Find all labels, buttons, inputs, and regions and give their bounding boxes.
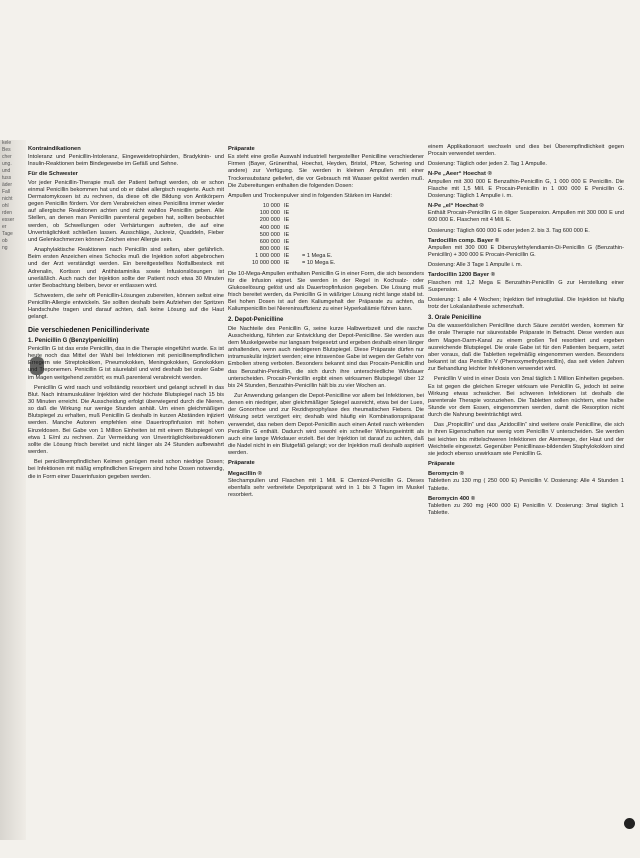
dose-row (242, 246, 424, 253)
adjacent-page-edge (0, 140, 26, 840)
dose-unit: IE (284, 210, 290, 217)
dose-note (298, 232, 302, 239)
column-left (28, 144, 224, 484)
dose-row (242, 217, 424, 224)
paragraph: Enthält Procain-Penicillin G in öliger Suspension. Ampullen mit 300 000 E und 600 000 E. Flaschen mit 4 Mill. E. (428, 210, 624, 224)
paragraph: Ampullen mit 300 000 E Benzathin-Penicillin G, 1 000 000 E Penicillin. Die Flasche mit 1,5 Mill. E Procain-Penicillin in 1 000 000 E Penicillin G. Dosierung: Täglich 1 Ampulle i. m. (428, 178, 624, 199)
paragraph: Es steht eine große Auswahl industriell hergestellter Penicilline verschiedener Firmen (Bayer, Grünenthal, Hoechst, Heyden, Bristol, Pfizer, Schering und andere) zur Verfügung. Sie werden in kleinen Ampullen mit einer Trockensubstanz geliefert, die vor Gebrauch mit Wasser gelöst werden muß. Die Zubereitungen enthalten die folgenden Dosen: (228, 154, 424, 189)
dose-note (298, 246, 302, 253)
dose-value: 1 000 000 (255, 253, 280, 260)
paragraph: Schwestern, die sehr oft Penicillin-Lösungen zubereiten, können selbst eine Penicillin-Allergie entwickeln. Sie sollten deshalb beim Aufziehen der Spritzen Handschuhe tragen und darauf achten, daß keine Lösung auf die Haut gelangt. (28, 292, 224, 321)
margin-fragment: esser (2, 217, 15, 223)
dose-unit: IE (284, 203, 290, 210)
dose-row (242, 225, 424, 232)
dose-value: 200 000 (259, 217, 280, 224)
margin-fragment: rden (2, 210, 13, 216)
paragraph: Dosierung: 1 alle 4 Wochen; Injektion tief intraglutäal. Die Injektion ist häufig trotz der Lokalanästhesie schmerzhaft. (428, 296, 624, 310)
drug-name: Tardocillin 1200 Bayer ® (428, 272, 495, 279)
dose-unit: IE (284, 246, 290, 253)
heading-preparations: Präparate (228, 460, 255, 467)
margin-fragment: er (2, 224, 7, 230)
subsection-heading-oral: 3. Orale Penicilline (428, 315, 482, 322)
paragraph: Tabletten zu 130 mg ( 250 000 E) Penicillin V. Dosierung: Alle 4 Stunden 1 Tablette. (428, 478, 624, 492)
dose-row (242, 210, 424, 217)
paragraph: Penicillin V wird in einer Dosis von 3mal täglich 1 Million Einheiten gegeben. Es ist gegen die gleichen Erreger wirksam wie Penicillin G, jedoch ist seine Wirkung etwas schwächer. Bei schweren Infektionen ist deshalb die parenterale Therapie vorzuziehen. Die Tabletten sollen nüchtern, eine halbe Stunde vor dem Essen, eingenommen werden, damit die Resorption nicht durch die Nahrung beeinträchtigt wird. (428, 376, 624, 419)
paragraph: Vor jeder Penicillin-Therapie muß der Patient befragt werden, ob er schon einmal Penicillin bekommen hat und ob er dabei allergisch reagierte. Auch mit Dermatomykosen ist zu rechnen, da diese oft die Bildung von Antikörpern gegen Penicillin fördern. Vor dem Verabreichen eines Penicillins immer wieder auf allergische Reaktionen achten und nicht wahllos Penicillin geben. Alle Stellen, an denen man Penicillin parenteral gegeben hat, sollten beobachtet werden, ob Schwellungen oder Verhärtungen auftreten, die auf eine Unverträglichkeit schließen lassen. Ausschläge, Juckreiz, Quaddeln, Fieber und Gelenkschmerzen können Zeichen einer Allergie sein. (28, 179, 224, 243)
paragraph: Ampullen mit 300 000 E Dibenzylethylendiamin-Di-Penicillin G (Benzathin-Penicillin) + 300 000 E Procain-Penicillin G. (428, 244, 624, 259)
dose-value: 10 000 (262, 203, 280, 210)
drug-name: N-Pe „Aeer“ Hoechst ® (428, 171, 492, 178)
paragraph: Das „Propicillin“ und das „Azidocillin“ sind weitere orale Penicilline, die sich in ihren Eigenschaften nur wenig vom Penicillin V unterscheiden. Sie werden bei leichten bis mittelschweren Infektionen der Atemwege, der Haut und der Weichteile eingesetzt. Gegenüber Penicillinase-bildenden Staphylokokken sind sie jedoch ebenso unwirksam wie Penicillin G. (428, 422, 624, 457)
dose-note (298, 239, 302, 246)
dose-unit: IE (284, 217, 290, 224)
paragraph: Penicillin G wird rasch und vollständig resorbiert und gelangt schnell in das Blut. Nach intramuskulärer Injektion wird der höchste Blutspiegel nach 15 bis 30 Minuten erreicht. Die Ausscheidung erfolgt überwiegend durch die Nieren, so daß die Wirkung nur wenige Stunden anhält. Um einen gleichmäßigen Blutspiegel zu erhalten, muß Penicillin G deshalb in kurzen Abständen injiziert werden. Manche Autoren empfehlen eine Dauertropfinfusion mit hohen Einzeldosen. Bei Gabe von 1 Million Einheiten ist mit einem Blutspiegel von etwa 1 E/ml zu rechnen. Zur Vermeidung von Unverträglichkeitsreaktionen sollte die Lösung frisch bereitet und nicht länger als 24 Stunden aufbewahrt werden. (28, 384, 224, 456)
section-heading-derivatives: Die verschiedenen Penicillinderivate (28, 326, 150, 334)
dose-note (298, 210, 302, 217)
subsection-heading-depot: 2. Depot-Penicilline (228, 317, 284, 324)
dose-value: 600 000 (259, 238, 280, 245)
column-middle (228, 144, 424, 502)
drug-name: N-Pe „el“ Hoechst ® (428, 203, 484, 210)
heading-contraindications: Kontraindikationen (28, 146, 81, 152)
margin-fragment: Fall (2, 189, 11, 195)
dose-value: 100 000 (259, 210, 280, 217)
dose-list (242, 203, 424, 267)
paragraph: Dosierung: Alle 3 Tage 1 Ampulle i. m. (428, 262, 523, 269)
dose-unit: IE (284, 224, 290, 231)
drug-name: Tardocillin comp. Bayer ® (428, 237, 500, 244)
paragraph: Bei penicillinempfindlichen Keimen genügen meist schon niedrige Dosen; bei Infektionen mit mäßig empfindlichen Erregern sind hohe Dosen notwendig, die in Form einer Dauerinfusion gegeben werden. (28, 459, 224, 480)
margin-fragment: äder (2, 182, 13, 188)
margin-fragment: cher (2, 154, 12, 160)
dose-note (298, 225, 302, 232)
paragraph: Zur Anwendung gelangen die Depot-Penicilline vor allem bei Infektionen, bei denen ein niedriger, aber gleichmäßiger Spiegel ausreicht, etwa bei der Lues, der Gonorrhoe und zur Rezidivprophylaxe des rheumatischen Fiebers. Die Wirkung setzt verzögert ein; deshalb wird häufig ein Kombinationspräparat verwendet, das neben dem Depot-Penicillin auch einen Anteil rasch wirkenden Penicillin G enthält. Dadurch wird sowohl ein schneller Wirkungseintritt als auch eine lange Wirkdauer erzielt. Bei der Injektion ist darauf zu achten, daß die Nadel nicht in ein Blutgefäß gelangt; vor der Injektion muß deshalb aspiriert werden. (228, 393, 424, 457)
subsection-heading-penicillin-g: 1. Penicillin G (Benzylpenicillin) (28, 337, 119, 344)
dose-unit: IE (284, 260, 290, 267)
paragraph: Die 10-Mega-Ampullen enthalten Penicillin G in einer Form, die sich besonders für die Infusion eignet. Sie werden in der Regel in Kochsalz- oder Glukoselösung gelöst und als Dauertropfinfusion gegeben. Die Lösung muß frisch bereitet werden, da Penicillin G in wäßriger Lösung nicht lange stabil ist. Bei hohen Dosen ist auf den Kaliumgehalt der Präparate zu achten, da Kaliumpenicillin bei Niereninsuffizienz zu einer Hyperkaliämie führen kann. (228, 270, 424, 313)
paragraph: Intoleranz und Penicillin-Intoleranz, Eingeweidetrophärden, Bradykinin- und Insulin-Reaktionen beim Bindegewebe im Gefäß und Sehne. (28, 154, 224, 168)
dose-value: 800 000 (259, 246, 280, 253)
paragraph: Tabletten zu 260 mg (400 000 E) Penicillin V. Dosierung: 3mal täglich 1 Tablette. (428, 502, 624, 517)
dose-row (242, 253, 424, 260)
dose-value: 400 000 (259, 224, 280, 231)
paragraph: einem Applikationsort wechseln und dies bei Überempfindlichkeit gegen Procain verwendet werden. (428, 144, 624, 158)
paragraph: Penicillin G ist das erste Penicillin, das in die Therapie eingeführt wurde. Es ist heute noch das Mittel der Wahl bei Infektionen mit penicillinempfindlichen Erregern wie Streptokokken, Pneumokokken, Meningokokken, Gonokokken und Treponemen. Penicillin G ist säurelabil und wird deshalb bei oraler Gabe im Magen weitgehend zerstört; es muß parenteral verabreicht werden. (28, 345, 224, 381)
heading-preparations: Präparate (428, 461, 455, 468)
dose-unit: IE (284, 253, 290, 260)
drug-name: Beromycin 400 ® (428, 495, 476, 502)
margin-fragment: ung. (2, 161, 12, 167)
dose-row (242, 203, 424, 210)
dose-note (298, 203, 302, 210)
column-right (428, 144, 624, 520)
paragraph: Flaschen mit 1,2 Mega E Benzathin-Penicillin G zur Herstellung einer Suspension. (428, 279, 624, 293)
dose-value: 500 000 (259, 231, 280, 238)
drug-name: Beromycin ® (428, 471, 464, 478)
dose-unit: IE (284, 231, 290, 238)
margin-fragment: ohl (2, 203, 9, 209)
heading-preparations: Präparate (228, 146, 255, 152)
margin-fragment: Bes (2, 147, 11, 153)
paragraph: Stechampullen und Flaschen mit 1 Mill. E Clemizol-Penicillin G. Dieses ebenfalls sehr verbreitete Depotpräparat wird in 1 bis 3 Tagen im Muskel resorbiert. (228, 477, 424, 499)
margin-fragment: tuss (2, 175, 12, 181)
paragraph: Dosierung: Täglich 600 000 E oder jeden 2. bis 3. Tag 600 000 E. (428, 227, 590, 234)
drug-name: Megacillin ® (228, 470, 262, 477)
paragraph: Da die wasserlöslichen Penicilline durch Säure zerstört werden, kommen für die orale Therapie nur säurestabile Präparate in Betracht. Diese werden aus dem Magen-Darm-Kanal zu einem großen Teil resorbiert und ergeben ausreichende Blutspiegel. Die orale Gabe ist für den Patienten bequem, setzt aber voraus, daß die Tabletten regelmäßig eingenommen werden. Besonders bekannt ist das Penicillin V (Phenoxymethylpenicillin), das seit vielen Jahren zur Behandlung leichter Infektionen verwendet wird. (428, 323, 624, 373)
dose-unit: IE (284, 238, 290, 245)
dose-row (242, 232, 424, 239)
margin-fragment: kele (2, 140, 12, 146)
dose-row (242, 239, 424, 246)
paragraph: Anaphylaktische Reaktionen nach Penicillin sind selten, aber gefährlich. Beim ersten Anzeichen eines Schocks muß die Injektion sofort abgebrochen und der Arzt verständigt werden. Ein bereitgestelltes Notfallbesteck mit Adrenalin, Kortison und Antihistaminika sowie Infusionslösungen ist unerläßlich. Auch nach der Injektion sollte der Patient noch etwa 30 Minuten unter Beobachtung bleiben, bevor er entlassen wird. (28, 247, 224, 289)
paragraph: Dosierung: Täglich oder jeden 2. Tag 1 Ampulle. (428, 161, 547, 168)
page-marker-dot (624, 818, 635, 829)
dose-row (242, 260, 424, 267)
margin-fragment: Tage (2, 231, 13, 237)
dose-note: = 1 Mega E. (302, 253, 333, 260)
dose-note: = 10 Mega E. (302, 260, 336, 267)
dose-note (298, 217, 302, 224)
heading-nurse: Für die Schwester (28, 171, 78, 178)
dose-value: 10 000 000 (252, 260, 280, 267)
margin-fragment: nicht (2, 196, 13, 202)
margin-fragment: ob (2, 238, 8, 244)
margin-fragment: ng (2, 245, 8, 251)
paragraph: Die Nachteile des Penicillin G, seine kurze Halbwertszeit und die rasche Ausscheidung, führten zur Entwicklung der Depot-Penicilline. Sie werden aus dem Muskelgewebe nur langsam freigesetzt und ergeben deshalb einen länger anhaltenden, wenn auch niedrigeren Blutspiegel. Diese Präparate dürfen nur intramuskulär injiziert werden; eine intravenöse Gabe ist wegen der Gefahr von Embolien streng verboten. Besonders bekannt sind das Procain-Penicillin und das Benzathin-Penicillin, die sich durch ihre unterschiedliche Wirkdauer unterscheiden. Procain-Penicillin ergibt einen wirksamen Blutspiegel über 12 bis 24 Stunden, Benzathin-Penicillin hält bis zu vier Wochen an. (228, 325, 424, 389)
paragraph: Ampullen und Trockenpulver sind in folgenden Stärken im Handel: (228, 192, 392, 199)
margin-fragment: und (2, 168, 11, 174)
